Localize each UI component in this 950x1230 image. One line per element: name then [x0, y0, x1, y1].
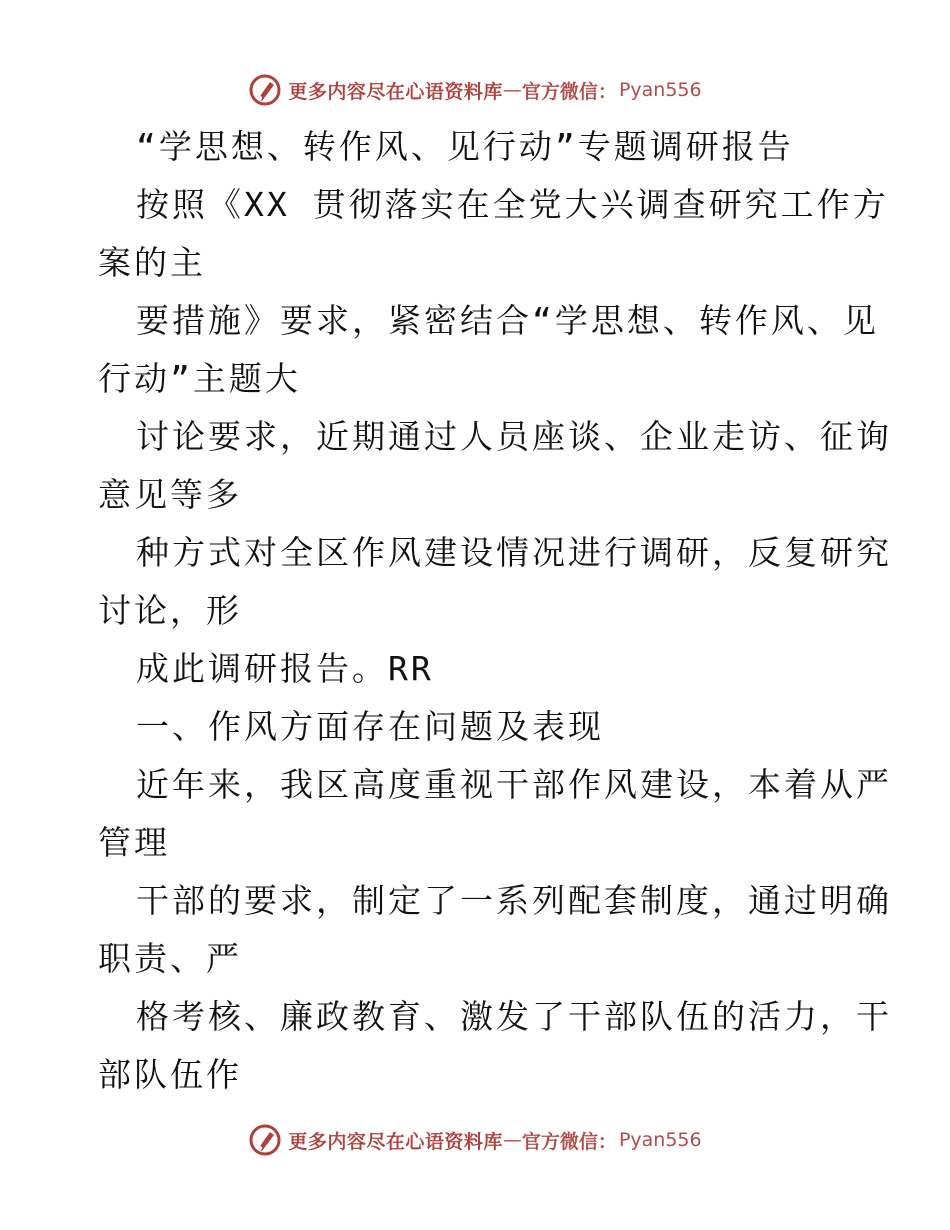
text-line: 管理: [98, 823, 170, 862]
document-title: “学思想、转作风、见行动”专题调研报告: [136, 127, 794, 166]
banner-dash: —: [502, 79, 522, 101]
text-line: 行动”主题大: [98, 359, 301, 398]
banner-wechat-id: Pyan556: [618, 79, 702, 101]
text-line: 一、作风方面存在问题及表现: [136, 707, 604, 746]
text-line: 部队伍作: [98, 1055, 242, 1094]
footer-banner: [0, 1120, 950, 1160]
text-line: 讨论，形: [98, 591, 242, 630]
banner-dash: —: [502, 1129, 522, 1151]
text-line: 近年来，我区高度重视干部作风建设，本着从严: [136, 765, 892, 804]
text-line: 要措施》要求，紧密结合“学思想、转作风、见: [136, 301, 879, 340]
banner-lead-text: 更多内容尽在心语资料库: [288, 1130, 503, 1153]
text-line: 种方式对全区作风建设情况进行调研，反复研究: [136, 533, 892, 572]
pen-logo-icon: [248, 1123, 282, 1157]
text-line: 职责、严: [98, 939, 242, 978]
pen-logo-icon: [248, 73, 282, 107]
banner-official-label: 官方微信：: [521, 80, 617, 103]
banner-lead-text: 更多内容尽在心语资料库: [288, 80, 503, 103]
banner-official-label: 官方微信：: [521, 1130, 617, 1153]
text-line: 成此调研报告。RR: [136, 649, 434, 688]
text-line: 干部的要求，制定了一系列配套制度，通过明确: [136, 881, 892, 920]
document-body: [98, 118, 892, 1104]
text-line: 格考核、廉政教育、激发了干部队伍的活力，干: [136, 997, 892, 1036]
text-line: 案的主: [98, 243, 206, 282]
banner-wechat-id: Pyan556: [618, 1129, 702, 1151]
header-banner: [0, 70, 950, 110]
text-line: 按照《XX 贯彻落实在全党大兴调查研究工作方: [136, 185, 889, 224]
text-line: 讨论要求，近期通过人员座谈、企业走访、征询: [136, 417, 892, 456]
text-line: 意见等多: [98, 475, 242, 514]
